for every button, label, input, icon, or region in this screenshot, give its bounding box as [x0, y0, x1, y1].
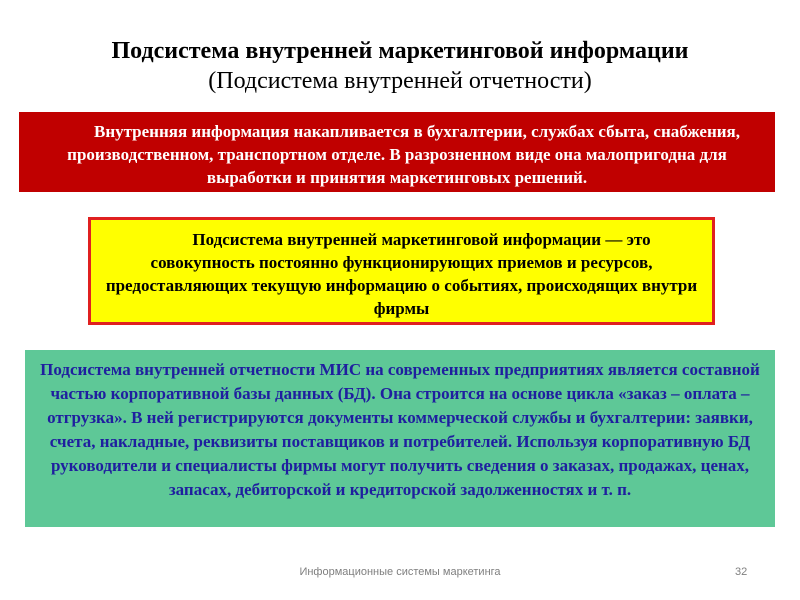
reporting-subsystem-box	[25, 350, 775, 527]
slide-title: Подсистема внутренней маркетинговой информации	[111, 38, 689, 64]
slide-subtitle: (Подсистема внутренней отчетности)	[208, 68, 592, 94]
internal-info-text: Внутренняя информация накапливается в бухгалтерии, службах сбыта, снабжения, производственном, транспортном отделе. В разрозненном виде она малопригодна для выработки и принятия маркетинговых решений.	[67, 122, 741, 187]
reporting-subsystem-text: Подсистема внутренней отчетности МИС на современных предприятиях является составной частью корпоративной базы данных (БД). Она строится на основе цикла «заказ – оплата – отгрузка». В ней регистрируются документы коммерческой службы и бухгалтерии: заявки, счета, накладные, реквизиты поставщиков и потребителей. Используя корпоративную БД руководители и специалисты фирмы могут получить сведения о заказах, продажах, ценах, запасах, дебиторской и кредиторской задолженностях и т. п.	[40, 360, 760, 499]
definition-text: Подсистема внутренней маркетинговой информации — это совокупность постоянно функционирующих приемов и ресурсов, предоставляющих текущую информацию о событиях, происходящих внутри фирмы	[105, 230, 698, 318]
definition-box	[88, 217, 715, 325]
footer-text: Информационные системы маркетинга	[299, 566, 501, 578]
internal-info-box	[19, 112, 775, 192]
slide-title-block	[0, 36, 800, 96]
page-number: 32	[735, 566, 748, 578]
